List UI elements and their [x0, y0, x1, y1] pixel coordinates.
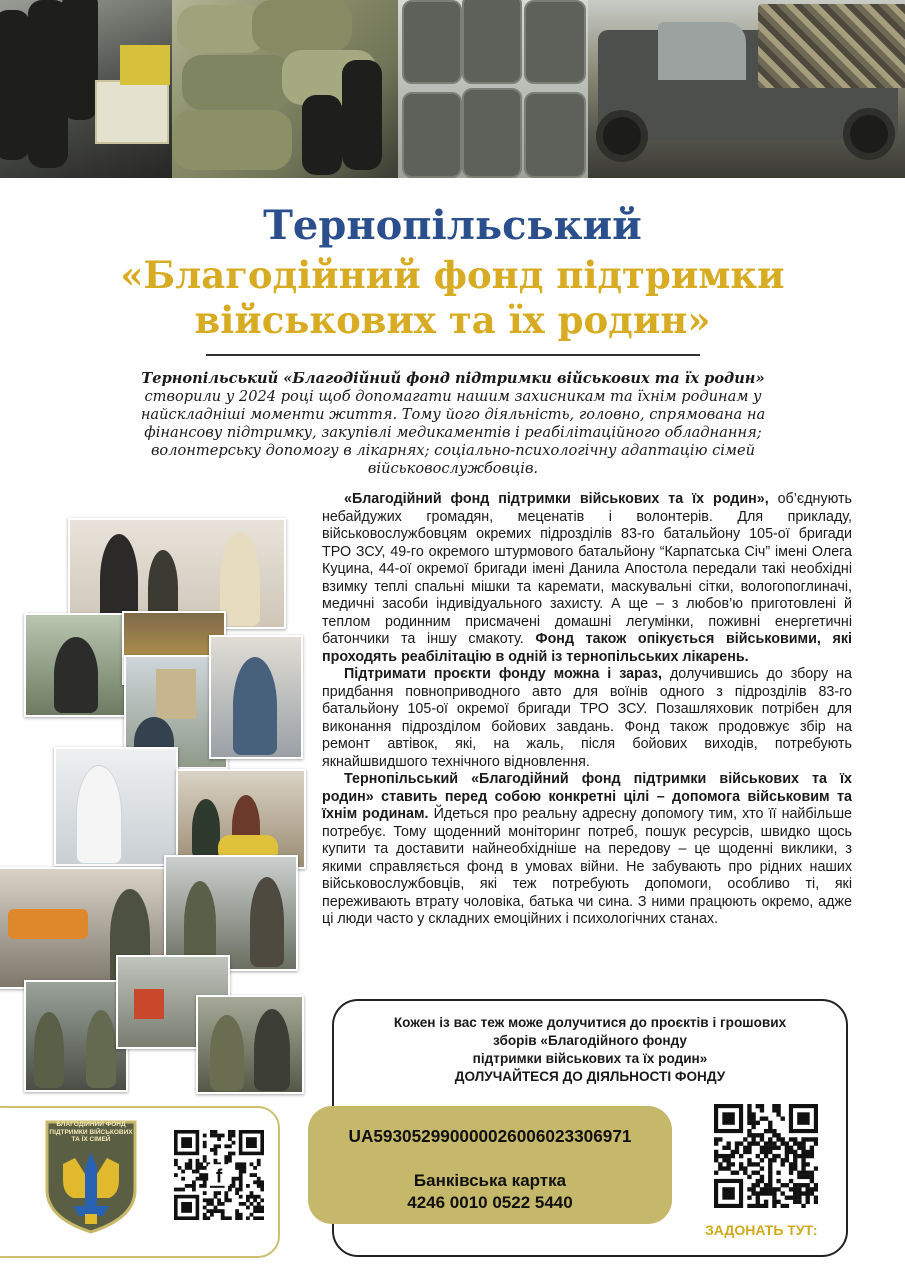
collage-photo-soldier	[209, 635, 303, 759]
emblem-text: БЛАГОДІЙНИЙ ФОНД ПІДТРИМКИ ВІЙСЬКОВИХ ТА ЇХ СІМЕЙ	[49, 1121, 133, 1143]
intro-text: створили у 2024 році щоб допомагати нашим захисникам та їхнім родинам у найскладніші моменти життя. Тому його діяльність, головно, спрямована на фінансову підтримку, закупівлі медикаментів і реабілітаційного обладнання; волонтерську допомогу в лікарнях; соціально-психологічну адаптацію сімей військовослужбовців.	[140, 388, 766, 477]
intro-bold: Тернопільський «Благодійний фонд підтримки військових та їх родин»	[141, 370, 765, 387]
photo-sleeping-bags	[172, 0, 398, 178]
photo-collage	[24, 515, 306, 1090]
p3-bold: Тернопільський «Благодійний фонд підтримки військових та їх родин» ставить перед собою конкретні цілі – допомога військовим та їхнім родинам.	[322, 771, 852, 822]
body-text	[322, 491, 852, 929]
title-fund-line2: військових та їх родин»	[194, 298, 711, 342]
collage-photo-soldiers-gifts	[164, 855, 298, 971]
svg-text:f: f	[215, 1165, 223, 1188]
p3-text: Йдеться про реальну адресну допомогу тим, хто її найбільше потребує. Тому щоденний моніторинг потреб, пошук ресурсів, швидко щось купити та доставити найнеобхідніше на передову – це щоденні виклики, з якими справляється фонд в умовах війни. Не забувають про рідних наших військовослужбовців, які теж потребують допомоги, особливо ті, які переживають втрату чоловіка, батька чи сина. З ними працюють окремо, адже ці люди часто у складних емоційних і психологічних станах.	[322, 806, 852, 927]
payment-box	[308, 1106, 672, 1224]
cta-line2: зборів «Благодійного фонду	[493, 1033, 687, 1048]
collage-photo-soldiers-pair	[196, 995, 304, 1094]
body-paragraph-1	[322, 491, 852, 666]
header-photo-strip	[0, 0, 905, 178]
title-fund-line1: «Благодійний фонд підтримки	[120, 253, 785, 297]
intro-paragraph	[118, 370, 788, 478]
p1-bold-end: Фонд також опікується військовими, які проходять реабілітацію в одній із тернопільських лікарень.	[322, 631, 852, 665]
title-city: Тернопільський	[263, 202, 642, 249]
body-paragraph-2	[322, 666, 852, 771]
cta-line4: ДОЛУЧАЙТЕСЯ ДО ДІЯЛЬНОСТІ ФОНДУ	[454, 1069, 726, 1084]
collage-photo-volunteer	[24, 613, 128, 717]
photo-sleeping-mats	[0, 0, 172, 178]
photo-packed-bags	[398, 0, 588, 178]
iban-number[interactable]: UA593052990000026006023306971	[348, 1126, 632, 1146]
cta-line3: підтримки військових та їх родин»	[472, 1051, 708, 1066]
cta-text	[334, 1014, 846, 1086]
p1-bold: «Благодійний фонд підтримки військових та їх родин»,	[344, 491, 769, 507]
cta-line1: Кожен із вас теж може долучитися до проєктів і грошових	[393, 1015, 787, 1030]
card-label: Банківська картка	[413, 1171, 567, 1190]
title-divider	[206, 354, 700, 356]
qr-code-facebook-icon[interactable]	[174, 1130, 264, 1220]
body-paragraph-3	[322, 771, 852, 929]
donate-label: ЗАДОНАТЬ ТУТ:	[705, 1222, 818, 1238]
p1-text: об’єднують небайдужих громадян, меценатів і волонтерів. Для прикладу, військовослужбовцям окремих підрозділів 83-го батальйону 105-ої бригади ТРО ЗСУ, 49-го окремого штурмового батальйону “Карпатська Січ” імені Олега Куцина, 44-ої окремої бригади імені Данила Апостола передали такі необхідні взимку теплі спальні мішки та каремати, маскувальні сітки, вологопоглиначі, медичні засоби індивідуального захисту. А ще – з любов’ю приготовлені й теплом родинним присмачені домашні легумінки, поживні енергетичні батончики та іншу смакоту.	[322, 491, 853, 647]
photo-camouflaged-truck	[588, 0, 905, 178]
title-fund-name	[0, 253, 905, 343]
p2-bold: Підтримати проєкти фонду можна і зараз,	[344, 666, 663, 682]
collage-photo-truck	[24, 980, 128, 1092]
card-number[interactable]: 4246 0010 0522 5440	[407, 1193, 573, 1212]
collage-photo-doctor	[54, 747, 178, 866]
p2-text: долучившись до збору на придбання повноприводного авто для воїнів одного з підрозділів 83-го батальйону 105-ої окремої бригади ТРО ЗСУ. Позашляховик потрібен для виконання підрозділом бойових завдань. Фонд також продовжує збір на ремонт автівок, які, на жаль, після бойових виходів, потребують якнайшвидшого технічного відновлення.	[322, 666, 852, 770]
collage-photo-hospital	[176, 769, 306, 869]
